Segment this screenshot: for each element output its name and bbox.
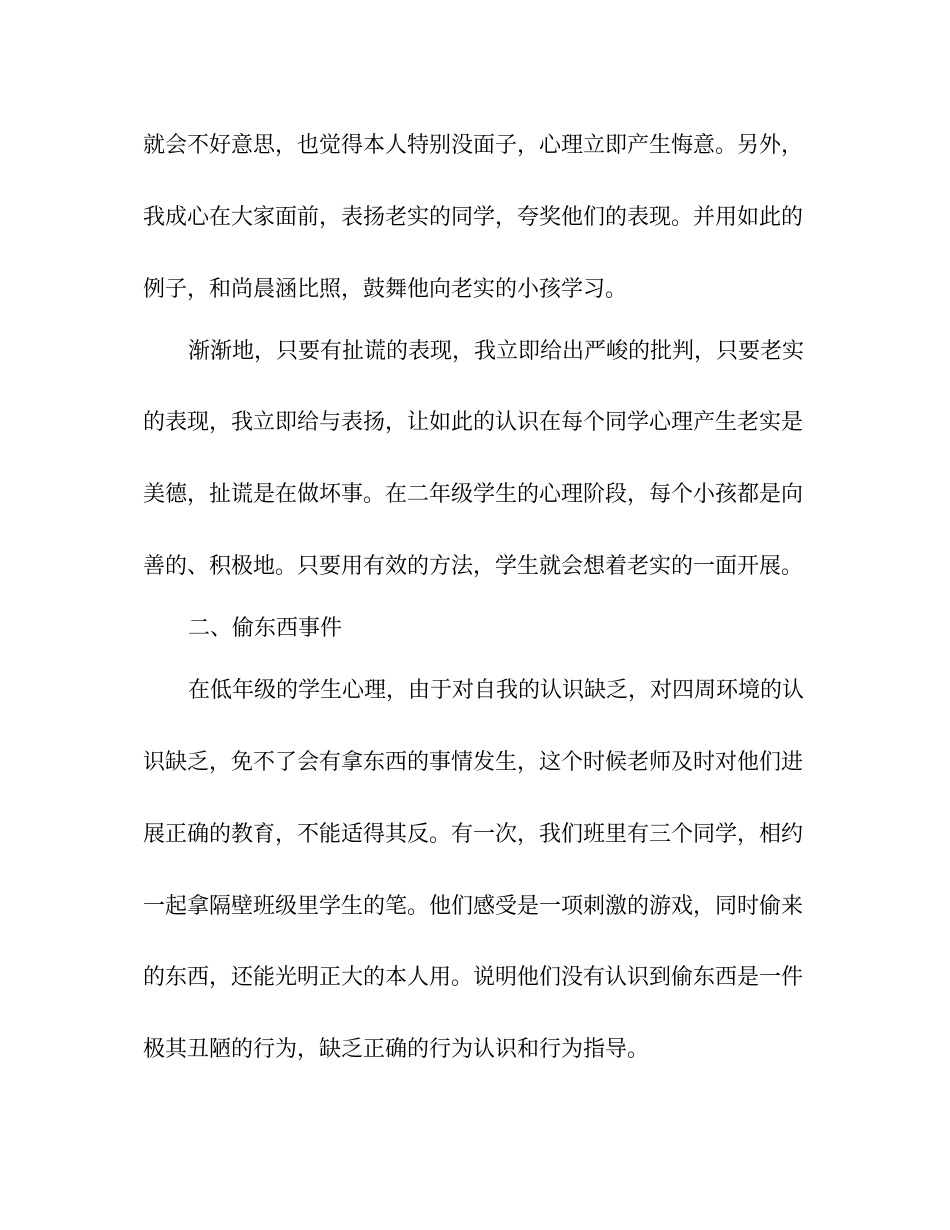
paragraph-line: 在低年级的学生心理，由于对自我的认识缺乏，对四周环境的认 (188, 678, 805, 703)
paragraph-line: 例子，和尚晨涵比照，鼓舞他向老实的小孩学习。 (143, 277, 628, 302)
paragraph-line: 识缺乏，免不了会有拿东西的事情发生，这个时候老师及时对他们进 (143, 750, 804, 775)
paragraph-line: 展正确的教育，不能适得其反。有一次，我们班里有三个同学，相约 (143, 822, 804, 847)
paragraph-line: 就会不好意思，也觉得本人特别没面子，心理立即产生悔意。另外， (143, 133, 804, 158)
paragraph-line: 的表现，我立即给与表扬，让如此的认识在每个同学心理产生老实是 (143, 410, 804, 435)
paragraph-line: 一起拿隔壁班级里学生的笔。他们感受是一项刺激的游戏，同时偷来 (143, 894, 804, 919)
paragraph-line: 渐渐地，只要有扯谎的表现，我立即给出严峻的批判，只要老实 (188, 339, 805, 364)
paragraph-line: 善的、积极地。只要用有效的方法，学生就会想着老实的一面开展。 (143, 554, 804, 579)
paragraph-line: 我成心在大家面前，表扬老实的同学，夸奖他们的表现。并用如此的 (143, 205, 804, 230)
paragraph-line: 极其丑陋的行为，缺乏正确的行为认识和行为指导。 (143, 1037, 650, 1062)
section-heading: 二、偷东西事件 (188, 616, 343, 641)
paragraph-line: 美德，扯谎是在做坏事。在二年级学生的心理阶段，每个小孩都是向 (143, 482, 804, 507)
paragraph-line: 的东西，还能光明正大的本人用。说明他们没有认识到偷东西是一件 (143, 965, 804, 990)
